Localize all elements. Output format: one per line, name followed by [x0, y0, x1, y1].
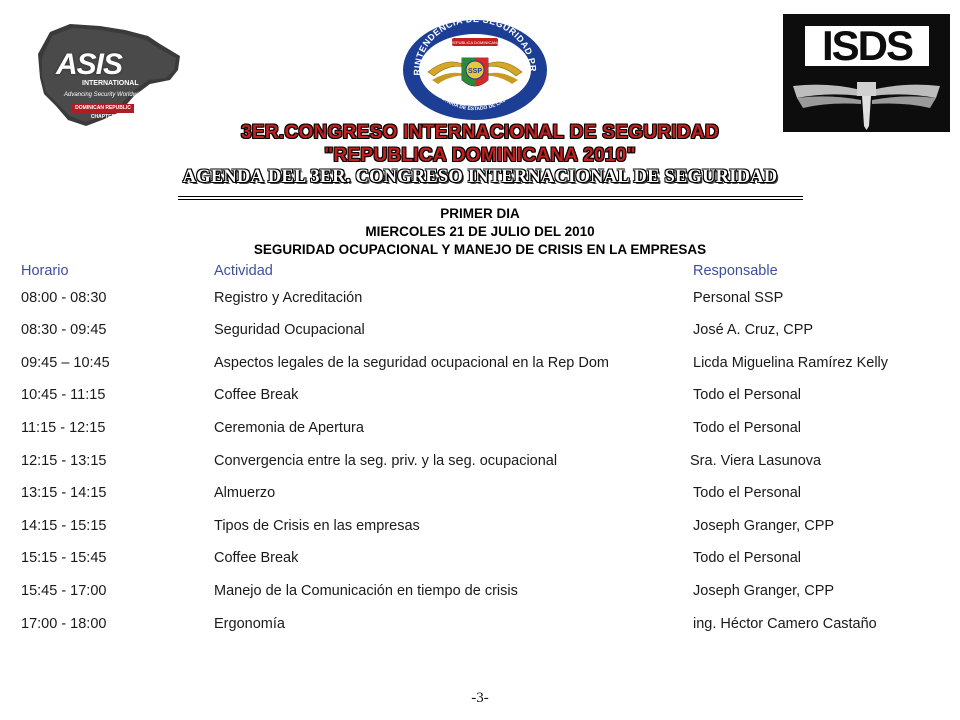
- row-responsible: Todo el Personal: [693, 485, 802, 501]
- agenda-row: [0, 550, 960, 572]
- agenda-row: [0, 518, 960, 540]
- row-time: 13:15 - 14:15: [21, 485, 107, 501]
- svg-text:SECRETARIA DE ESTADO DE LAS FF: SECRETARIA DE ESTADO DE LAS FF.AA.: [430, 86, 520, 113]
- agenda-row: [0, 387, 960, 409]
- row-responsible: Joseph Granger, CPP: [693, 518, 835, 534]
- row-responsible: José A. Cruz, CPP: [693, 322, 814, 338]
- row-activity: Manejo de la Comunicación en tiempo de crisis: [214, 583, 518, 599]
- row-activity: Convergencia entre la seg. priv. y la seg. ocupacional: [214, 453, 558, 469]
- row-responsible: Personal SSP: [693, 290, 784, 306]
- day-date: MIERCOLES 21 DE JULIO DEL 2010: [365, 224, 595, 239]
- ssp-seal-icon: [390, 10, 560, 120]
- row-activity: Tipos de Crisis en las empresas: [214, 518, 420, 534]
- congress-subtitle: "REPUBLICA DOMINICANA 2010": [324, 145, 636, 166]
- asis-international-label: INTERNATIONAL: [82, 80, 139, 87]
- asis-logo: [30, 14, 190, 134]
- column-header-activity: Actividad: [214, 263, 273, 279]
- row-time: 14:15 - 15:15: [21, 518, 107, 534]
- agenda-row: [0, 322, 960, 344]
- asis-wordmark: ASIS: [56, 48, 123, 81]
- row-activity: Registro y Acreditación: [214, 290, 363, 306]
- agenda-row: [0, 420, 960, 442]
- row-activity: Aspectos legales de la seguridad ocupacional en la Rep Dom: [214, 355, 609, 371]
- agenda-row: [0, 616, 960, 638]
- row-time: 08:30 - 09:45: [21, 322, 107, 338]
- row-activity: Seguridad Ocupacional: [214, 322, 365, 338]
- row-time: 08:00 - 08:30: [21, 290, 107, 306]
- row-responsible: Licda Miguelina Ramírez Kelly: [693, 355, 889, 371]
- agenda-row: [0, 355, 960, 377]
- agenda-row: [0, 453, 960, 475]
- row-responsible: Sra. Viera Lasunova: [690, 453, 822, 469]
- column-header-responsible: Responsable: [693, 263, 778, 279]
- row-time: 11:15 - 12:15: [21, 420, 106, 436]
- row-time: 17:00 - 18:00: [21, 616, 107, 632]
- row-activity: Coffee Break: [214, 550, 299, 566]
- svg-text:SUPERINTENDENCIA DE SEGURIDAD: RINTENDENCIA DE SEGURIDAD PR: [411, 13, 539, 76]
- asis-tagline: Advancing Security Worldwide: [64, 92, 146, 98]
- row-activity: Coffee Break: [214, 387, 299, 403]
- row-time: 15:15 - 15:45: [21, 550, 107, 566]
- row-activity: Almuerzo: [214, 485, 276, 501]
- day-label: PRIMER DIA: [440, 206, 520, 221]
- row-activity: Ceremonia de Apertura: [214, 420, 364, 436]
- row-activity: Ergonomía: [214, 616, 285, 632]
- page-number: -3-: [471, 690, 489, 706]
- agenda-row: [0, 485, 960, 507]
- title-divider: [178, 196, 803, 197]
- row-responsible: Joseph Granger, CPP: [693, 583, 835, 599]
- row-time: 09:45 – 10:45: [21, 355, 110, 371]
- row-responsible: Todo el Personal: [693, 387, 802, 403]
- agenda-row: [0, 290, 960, 312]
- svg-text:REPUBLICA DOMINICANA: REPUBLICA DOMINICANA: [450, 40, 500, 45]
- isds-wordmark: ISDS: [805, 26, 929, 66]
- congress-title: 3ER.CONGRESO INTERNACIONAL DE SEGURIDAD: [241, 122, 719, 143]
- asis-chapter-badge: DOMINICAN REPUBLIC CHAPTER: [72, 104, 134, 113]
- isds-logo: [783, 14, 950, 132]
- agenda-row: [0, 583, 960, 605]
- svg-text:SSP: SSP: [467, 68, 483, 75]
- column-header-time: Horario: [21, 263, 69, 279]
- title-divider-secondary: [178, 199, 803, 200]
- row-responsible: Todo el Personal: [693, 550, 802, 566]
- row-time: 10:45 - 11:15: [21, 387, 106, 403]
- agenda-title: AGENDA DEL 3ER. CONGRESO INTERNACIONAL DE SEGURIDAD: [182, 167, 778, 187]
- row-time: 12:15 - 13:15: [21, 453, 107, 469]
- row-time: 15:45 - 17:00: [21, 583, 107, 599]
- day-theme: SEGURIDAD OCUPACIONAL Y MANEJO DE CRISIS EN LA EMPRESAS: [253, 242, 707, 257]
- row-responsible: ing. Héctor Camero Castaño: [693, 616, 877, 632]
- row-responsible: Todo el Personal: [693, 420, 802, 436]
- ssp-seal-logo: [390, 10, 560, 120]
